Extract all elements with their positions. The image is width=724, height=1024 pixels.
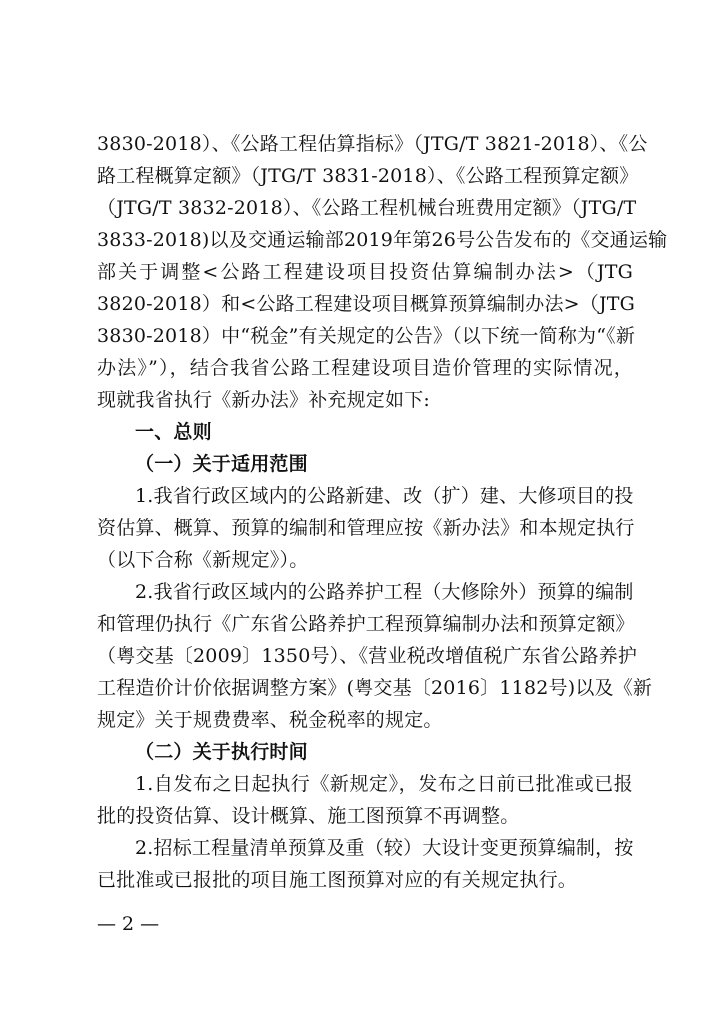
paragraph-line: 现就我省执行《新办法》补充规定如下: [97,389,431,411]
paragraph-line: 3830-2018）、《公路工程估算指标》（JTG/T 3821-2018）、《公 [97,133,648,155]
page-number: — 2 — [97,913,160,935]
paragraph-line: 规定》关于规费费率、税金税率的规定。 [97,709,443,731]
section-heading: 一、总则 [135,421,212,443]
subsection-heading: （一）关于适用范围 [135,453,308,475]
paragraph-line: 资估算、概算、预算的编制和管理应按《新办法》和本规定执行 [97,517,635,539]
paragraph-line: 部关于调整<公路工程建设项目投资估算编制办法>（JTG [97,261,633,283]
paragraph-line: 和管理仍执行《广东省公路养护工程预算编制办法和预算定额》 [97,613,635,635]
paragraph-line: 2.招标工程量清单预算及重（较）大设计变更预算编制，按 [135,837,634,859]
paragraph-line: 1.我省行政区域内的公路新建、改（扩）建、大修项目的投 [135,485,634,507]
document-body [97,128,668,896]
paragraph-line: （粤交基〔2009〕1350号）、《营业税改增值税广东省公路养护 [97,645,638,667]
paragraph-line: 路工程概算定额》（JTG/T 3831-2018）、《公路工程预算定额》 [97,165,639,187]
subsection-heading: （二）关于执行时间 [135,741,308,763]
paragraph-line: （以下合称《新规定》）。 [97,549,309,571]
paragraph-line: 已批准或已报批的项目施工图预算对应的有关规定执行。 [97,869,578,891]
paragraph-line: 3820-2018）和<公路工程建设项目概算预算编制办法>（JTG [97,293,636,315]
paragraph-line: 工程造价计价依据调整方案》(粤交基〔2016〕1182号)以及《新 [97,677,653,699]
paragraph-line: （JTG/T 3832-2018）、《公路工程机械台班费用定额》（JTG/T [97,197,637,219]
paragraph-line: 2.我省行政区域内的公路养护工程（大修除外）预算的编制 [135,581,634,603]
paragraph-line: 1.自发布之日起执行《新规定》，发布之日前已批准或已报 [135,773,633,795]
paragraph-line: 批的投资估算、设计概算、施工图预算不再调整。 [97,805,520,827]
paragraph-line: 3830-2018）中“税金”有关规定的公告》（以下统一简称为“《新 [97,325,636,347]
paragraph-line: 办法》”），结合我省公路工程建设项目造价管理的实际情况， [97,357,633,379]
paragraph-line: 3833-2018)以及交通运输部2019年第26号公告发布的《交通运输 [97,229,668,251]
